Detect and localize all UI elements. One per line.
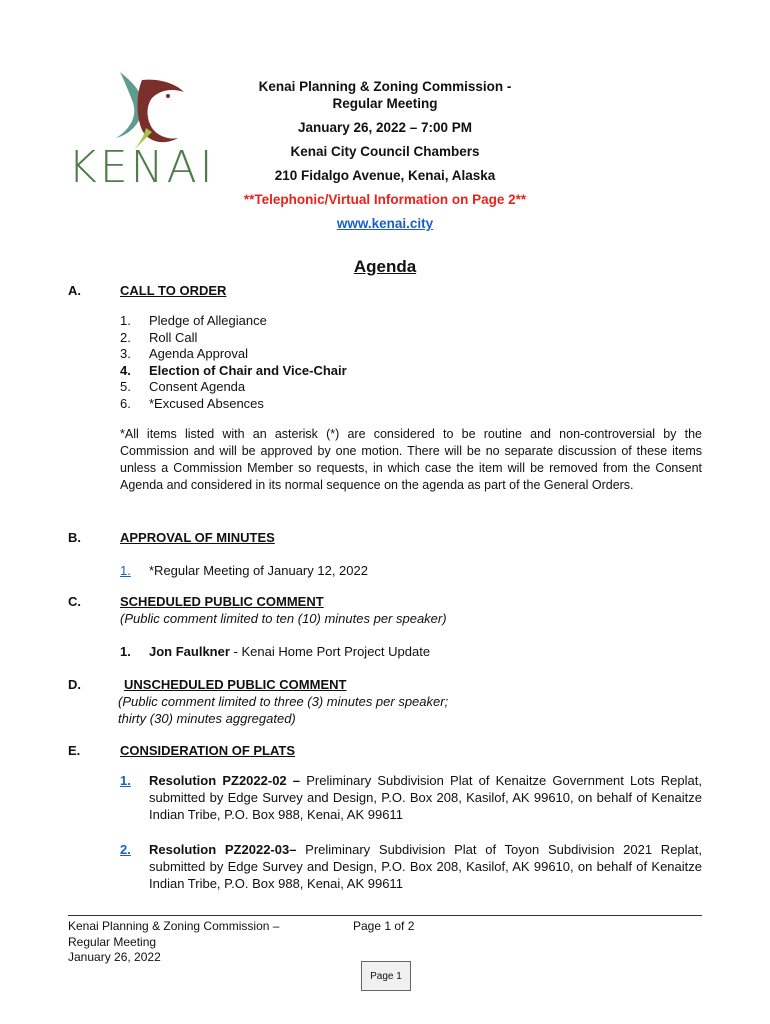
section-b-title: APPROVAL OF MINUTES — [120, 530, 275, 545]
plat-item-2: 2. Resolution PZ2022-03– Preliminary Subdivision Plat of Toyon Subdivision 2021 Replat, submitted by Edge Survey and Design, P.O. Box 208, Kasilof, AK 99610, on behalf of Kenaitze Indian Tribe, P.O. Box 988, Kenai, AK 99611 — [120, 842, 702, 891]
plat-item-1: 1. Resolution PZ2022-02 – Preliminary Subdivision Plat of Kenaitze Government Lots Replat, submitted by Edge Survey and Design, P.O. Box 208, Kasilof, AK 99610, on behalf of Kenaitze Indian Tribe, P.O. Box 988, Kenai, AK 99611 — [120, 773, 702, 822]
header-title-line1: Kenai Planning & Zoning Commission - — [258, 79, 512, 94]
section-d-subtitle-1: (Public comment limited to three (3) minutes per speaker; — [118, 694, 449, 709]
telephonic-notice: **Telephonic/Virtual Information on Page 2** — [243, 192, 527, 207]
plat-item-1-link[interactable]: 1. — [120, 773, 131, 788]
list-item: 6. *Excused Absences — [120, 395, 264, 411]
section-d-title: UNSCHEDULED PUBLIC COMMENT — [124, 677, 347, 692]
list-item: 2. Roll Call — [120, 329, 198, 345]
plat-item-2-link[interactable]: 2. — [120, 842, 131, 857]
page-indicator: Page 1 — [361, 961, 411, 991]
section-a-letter: A. — [68, 283, 81, 298]
scheduled-comment-item: 1. Jon Faulkner - Kenai Home Port Project Update — [120, 644, 431, 659]
header-title-line2: Regular Meeting — [332, 96, 438, 111]
meeting-location: Kenai City Council Chambers — [290, 144, 480, 159]
meeting-date: January 26, 2022 – 7:00 PM — [297, 120, 473, 135]
meeting-header — [220, 78, 550, 232]
footer-page-number: Page 1 of 2 — [353, 919, 415, 933]
section-b-letter: B. — [68, 530, 81, 545]
website-link[interactable]: www.kenai.city — [336, 216, 434, 231]
list-item: 4. Election of Chair and Vice-Chair — [120, 362, 347, 378]
footer-divider — [68, 915, 702, 916]
kenai-logo — [68, 70, 218, 195]
section-e-letter: E. — [68, 743, 81, 758]
section-c-subtitle: (Public comment limited to ten (10) minutes per speaker) — [120, 611, 447, 626]
list-item: 5. Consent Agenda — [120, 379, 246, 394]
list-item: 3. Agenda Approval — [120, 346, 249, 361]
section-e-title: CONSIDERATION OF PLATS — [120, 743, 296, 758]
section-a-title: CALL TO ORDER — [120, 283, 227, 298]
section-d-letter: D. — [68, 677, 81, 692]
speaker-name: Jon Faulkner — [149, 644, 230, 659]
logo-text: KENAI — [68, 142, 216, 193]
fish-logo-icon — [112, 70, 192, 150]
section-c-title: SCHEDULED PUBLIC COMMENT — [120, 594, 324, 609]
call-to-order-list — [120, 313, 347, 412]
agenda-title: Agenda — [353, 257, 417, 276]
minutes-item-link[interactable]: 1. — [120, 563, 131, 578]
meeting-address: 210 Fidalgo Avenue, Kenai, Alaska — [274, 168, 496, 183]
consent-agenda-note: *All items listed with an asterisk (*) are considered to be routine and non-controversial by the Commission and will be approved by one motion. There will be no separate discussion of these items unless a Commission Member so requests, in which case the item will be removed from the Consent Agenda and considered in its normal sequence on the agenda as part of the General Orders. — [120, 427, 702, 492]
footer-info: Kenai Planning & Zoning Commission – Regular Meeting January 26, 2022 — [68, 919, 280, 964]
minutes-item: 1. *Regular Meeting of January 12, 2022 — [120, 563, 368, 578]
section-c-letter: C. — [68, 594, 81, 609]
section-d-subtitle-2: thirty (30) minutes aggregated) — [118, 711, 296, 726]
list-item: 1. Pledge of Allegiance — [120, 313, 267, 328]
